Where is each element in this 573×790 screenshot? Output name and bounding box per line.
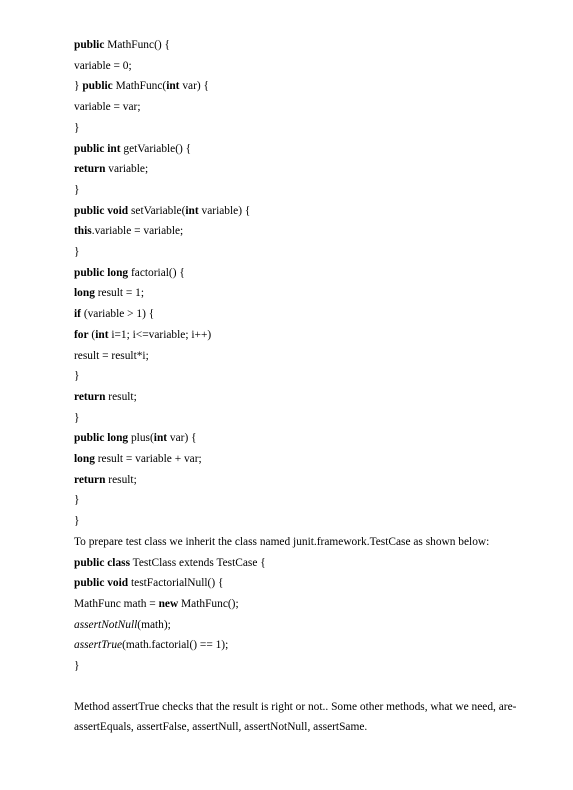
code-token: new xyxy=(158,597,179,610)
code-line xyxy=(74,100,141,114)
code-line xyxy=(74,204,250,218)
code-line xyxy=(74,411,79,425)
code-line xyxy=(74,535,489,549)
code-token: result; xyxy=(105,473,137,486)
code-token: var) { xyxy=(179,80,209,93)
code-token: this xyxy=(74,225,92,238)
code-line xyxy=(74,576,223,590)
code-token: } xyxy=(74,515,80,528)
code-token: (math.factorial() == 1); xyxy=(122,639,229,652)
code-line xyxy=(74,59,132,73)
code-token: public long xyxy=(74,266,129,279)
code-token: } xyxy=(74,183,80,196)
code-line xyxy=(74,473,137,487)
code-line xyxy=(74,183,79,197)
code-token: (variable > 1) { xyxy=(80,308,155,321)
code-token: MathFunc( xyxy=(112,80,167,93)
code-token: ( xyxy=(88,328,96,341)
code-token: } xyxy=(74,411,80,424)
code-token: } xyxy=(74,80,83,93)
code-token: result = 1; xyxy=(94,287,145,300)
code-line xyxy=(74,286,144,300)
code-token: getVariable() { xyxy=(120,142,192,155)
code-token: public xyxy=(74,39,105,51)
code-line xyxy=(74,390,137,404)
code-token: int xyxy=(153,432,168,445)
code-token: long xyxy=(74,287,95,300)
code-token: var) { xyxy=(167,432,197,445)
code-token: assertNotNull xyxy=(74,618,138,631)
code-token: variable; xyxy=(105,163,149,176)
code-token: variable = 0; xyxy=(74,59,132,72)
code-line xyxy=(74,638,228,652)
code-token: } xyxy=(74,494,80,507)
code-token: result = result*i; xyxy=(74,349,149,362)
code-line xyxy=(74,307,154,321)
code-token: assertTrue xyxy=(74,639,123,652)
code-token: return xyxy=(74,473,106,486)
code-token: MathFunc(); xyxy=(178,597,239,610)
code-line xyxy=(74,659,79,673)
code-line xyxy=(74,142,191,156)
code-token: } xyxy=(74,660,80,672)
code-token: public void xyxy=(74,204,129,217)
code-line xyxy=(74,266,185,280)
code-line xyxy=(74,38,170,52)
code-token: result = variable + var; xyxy=(94,453,202,465)
code-token: long xyxy=(74,453,95,465)
code-line xyxy=(74,349,149,363)
code-token: return xyxy=(74,163,106,176)
code-line xyxy=(74,328,211,342)
code-line xyxy=(74,245,79,259)
code-line xyxy=(74,452,202,466)
code-token: MathFunc() { xyxy=(104,39,170,51)
code-token: variable = var; xyxy=(74,101,141,114)
code-token: public long xyxy=(74,432,129,445)
code-token: return xyxy=(74,390,106,403)
code-line xyxy=(74,79,209,93)
code-token: int xyxy=(95,328,109,341)
code-line xyxy=(74,597,239,611)
code-token: } xyxy=(74,246,80,258)
code-token: public class xyxy=(74,556,131,569)
code-token: } xyxy=(74,121,80,134)
code-token: i=1; i<=variable; i++) xyxy=(108,328,212,341)
code-token: public void xyxy=(74,577,129,590)
code-token: MathFunc math = xyxy=(74,597,159,610)
code-token: variable) { xyxy=(198,204,251,217)
code-token: plus( xyxy=(128,432,154,445)
code-token: (math); xyxy=(137,618,171,631)
code-token: factorial() { xyxy=(128,266,185,279)
code-line xyxy=(74,493,79,507)
code-token: if xyxy=(74,308,81,321)
code-line xyxy=(74,121,79,135)
code-token: setVariable( xyxy=(128,204,186,217)
code-token: TestClass extends TestCase { xyxy=(130,556,266,569)
code-token: int xyxy=(166,80,180,93)
code-line xyxy=(74,224,183,238)
code-token: public int xyxy=(74,142,121,155)
code-line xyxy=(74,514,79,528)
code-token: To prepare test class we inherit the class named junit.framework.TestCase as shown below: xyxy=(74,535,490,548)
code-line xyxy=(74,431,197,445)
code-token: result; xyxy=(105,390,137,403)
code-line xyxy=(74,162,148,176)
code-line xyxy=(74,556,266,570)
paragraph-line-1: Method assertTrue checks that the result is right or not.. Some other methods, what we need, are- xyxy=(74,701,517,713)
paragraph-line-2: assertEquals, assertFalse, assertNull, assertNotNull, assertSame. xyxy=(74,721,368,733)
code-token: int xyxy=(185,204,199,217)
code-token: .variable = variable; xyxy=(91,225,184,238)
code-token: for xyxy=(74,328,89,341)
code-token: public xyxy=(82,80,113,93)
code-token: testFactorialNull() { xyxy=(128,577,224,590)
code-line xyxy=(74,618,171,632)
code-line xyxy=(74,369,79,383)
code-token: } xyxy=(74,370,80,383)
